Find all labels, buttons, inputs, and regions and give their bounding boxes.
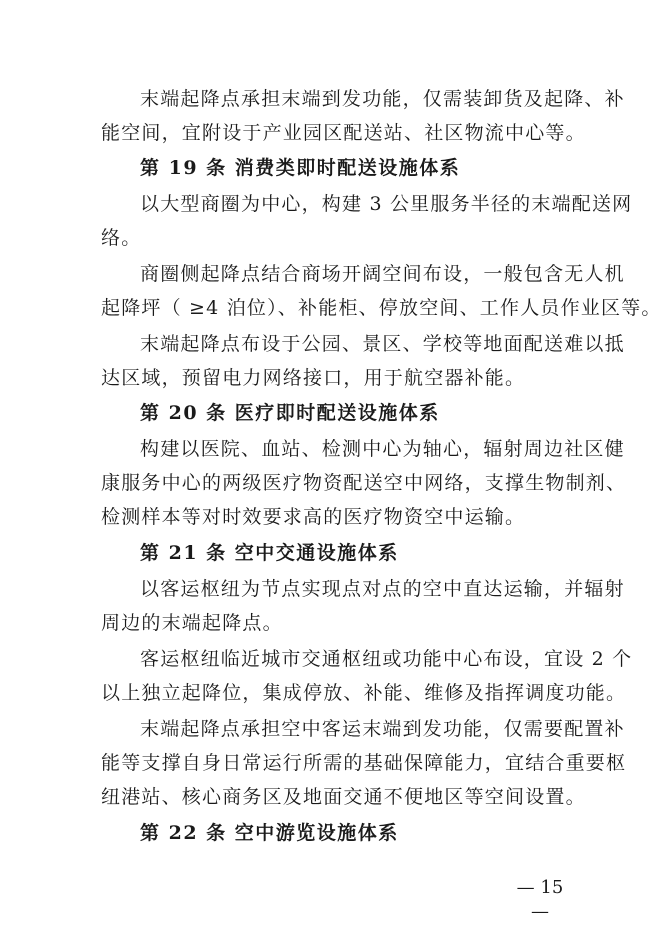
paragraph-line: 起降坪（ ≥4 泊位）、补能柜、停放空间、工作人员作业区等。 (101, 297, 662, 319)
paragraph-line: 末端起降点承担末端到发功能，仅需装卸货及起降、补 (140, 88, 625, 110)
paragraph-line: 商圈侧起降点结合商场开阔空间布设，一般包含无人机 (140, 263, 625, 285)
page-number: — 15 — (516, 877, 564, 922)
paragraph-line: 周边的末端起降点。 (101, 612, 283, 634)
paragraph-line: 达区域，预留电力网络接口，用于航空器补能。 (101, 367, 526, 389)
paragraph-line: 纽港站、核心商务区及地面交通不便地区等空间设置。 (101, 786, 586, 808)
article-heading: 第 22 条 空中游览设施体系 (140, 822, 399, 844)
paragraph-line: 络。 (101, 227, 142, 249)
paragraph-line: 检测样本等对时效要求高的医疗物资空中运输。 (101, 506, 526, 528)
paragraph-line: 末端起降点布设于公园、景区、学校等地面配送难以抵 (140, 333, 625, 355)
paragraph-line: 客运枢纽临近城市交通枢纽或功能中心布设，宜设 2 个 (140, 648, 633, 670)
paragraph-line: 能空间，宜附设于产业园区配送站、社区物流中心等。 (101, 122, 586, 144)
article-heading: 第 21 条 空中交通设施体系 (140, 542, 399, 564)
article-heading: 第 19 条 消费类即时配送设施体系 (140, 157, 461, 179)
paragraph-line: 以大型商圈为中心，构建 3 公里服务半径的末端配送网 (140, 193, 633, 215)
paragraph-line: 能等支撑自身日常运行所需的基础保障能力，宜结合重要枢 (101, 752, 627, 774)
paragraph-line: 末端起降点承担空中客运末端到发功能，仅需要配置补 (140, 718, 625, 740)
paragraph-line: 康服务中心的两级医疗物资配送空中网络，支撑生物制剂、 (101, 472, 627, 494)
paragraph-line: 以上独立起降位，集成停放、补能、维修及指挥调度功能。 (101, 682, 627, 704)
article-heading: 第 20 条 医疗即时配送设施体系 (140, 402, 440, 424)
paragraph-line: 构建以医院、血站、检测中心为轴心，辐射周边社区健 (140, 438, 625, 460)
paragraph-line: 以客运枢纽为节点实现点对点的空中直达运输，并辐射 (140, 578, 625, 600)
